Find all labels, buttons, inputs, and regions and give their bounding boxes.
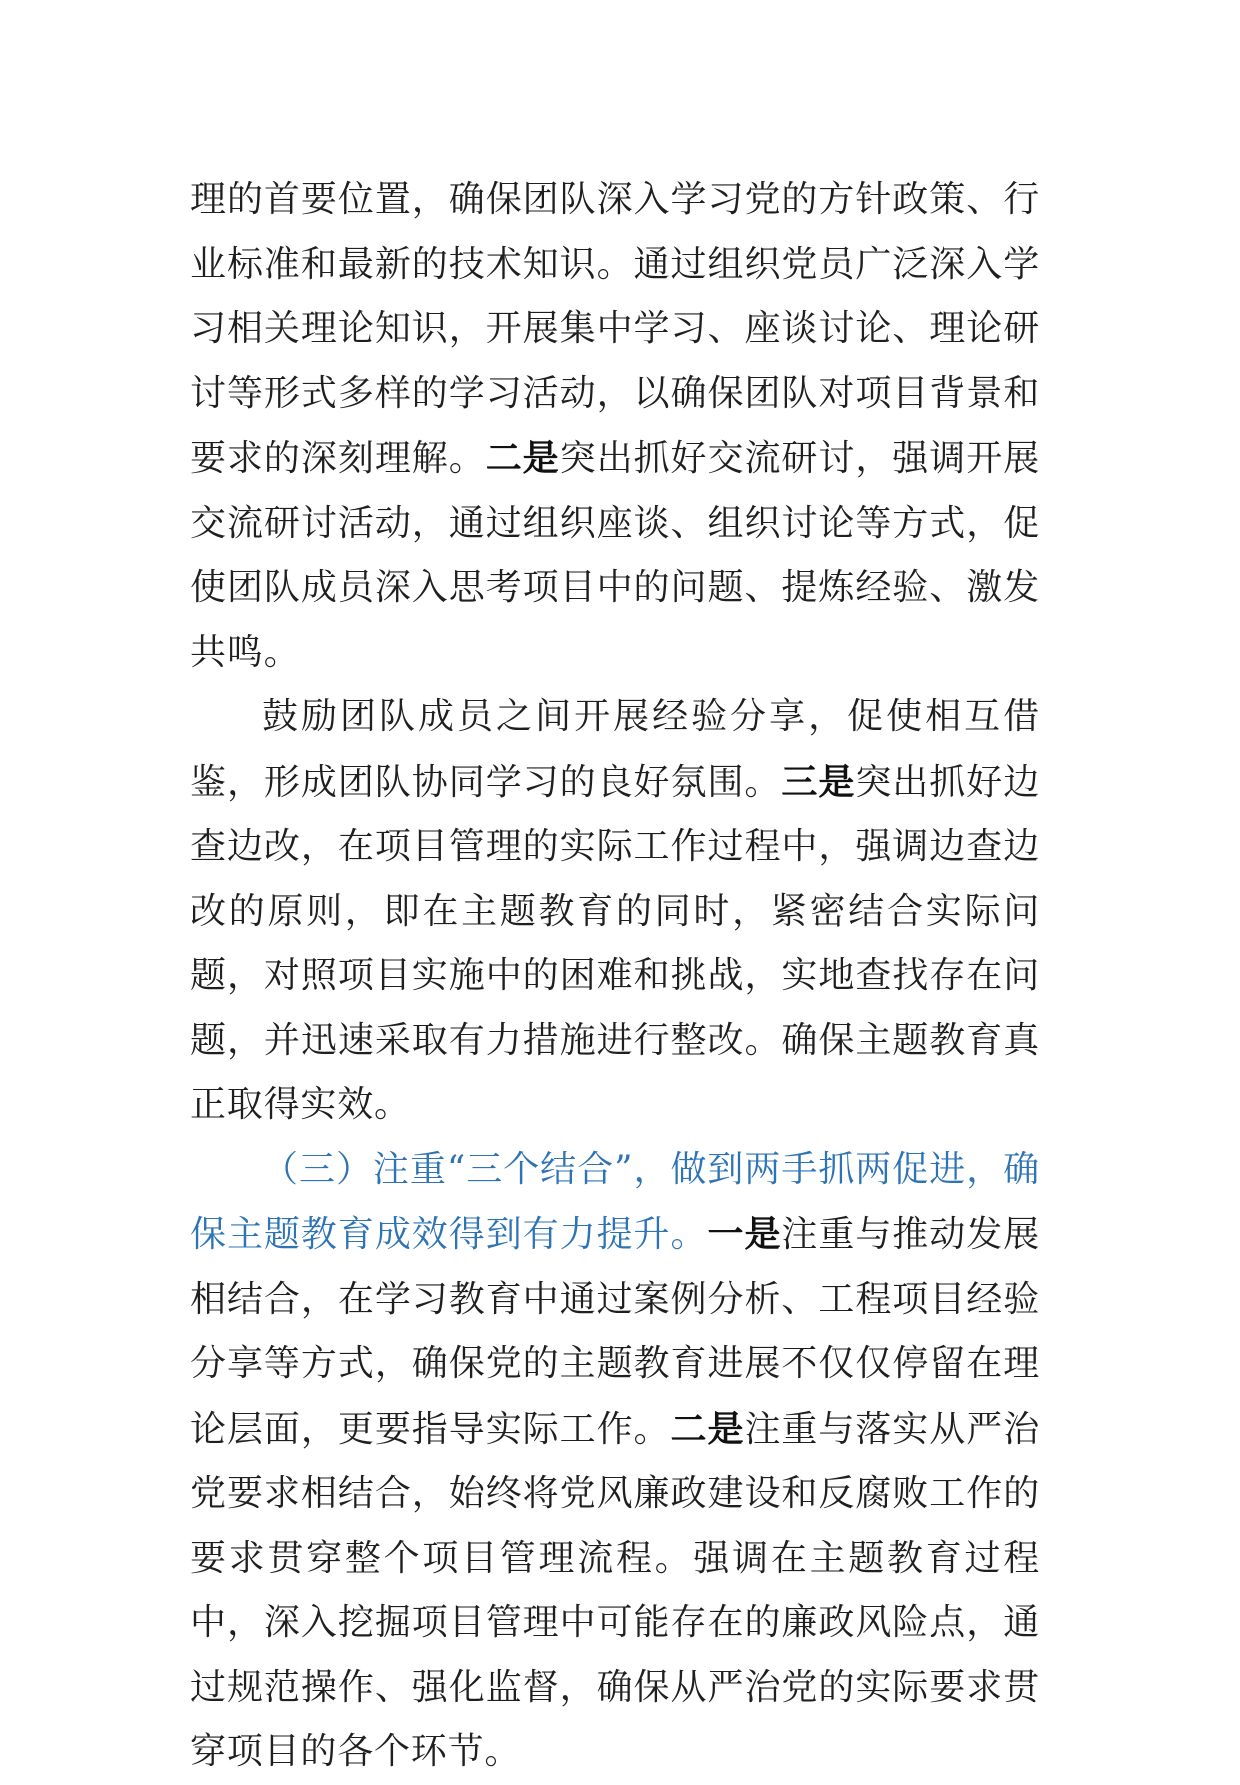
paragraph-text: 理的首要位置，确保团队深入学习党的方针政策、行业标准和最新的技术知识。通过组织党员广泛深入学习相关理论知识，开展集中学习、座谈讨论、理论研讨等形式多样的学习活动，以确保团队对项目背景和要求的深刻理解。: [190, 179, 1040, 479]
paragraph-text: 注重与落实从严治党要求相结合，始终将党风廉政建设和反腐败工作的要求贯穿整个项目管理流程。强调在主题教育过程中，深入挖掘项目管理中可能存在的廉政风险点，通过规范操作、强化监督，确保从严治党的实际要求贯穿项目的各个环节。: [190, 1408, 1040, 1772]
lead-phrase-second: 二是: [485, 437, 560, 479]
body-paragraph-2: [190, 685, 1040, 1138]
lead-phrase-first: 一是: [707, 1213, 782, 1255]
paragraph-text: 突出抓好交流研讨，强调开展交流研讨活动，通过组织座谈、组织讨论等方式，促使团队成员深入思考项目中的问题、提炼经验、激发共鸣。: [190, 438, 1040, 673]
section-heading: （三）注重“三个结合”，做到两手抓两促进，确保主题教育成效得到有力提升。: [190, 1148, 1040, 1255]
body-paragraph-1: [190, 168, 1040, 685]
lead-phrase-third: 三是: [781, 760, 856, 803]
paragraph-text: 突出抓好边查边改，在项目管理的实际工作过程中，强调边查边改的原则，即在主题教育的同时，紧密结合实际问题，对照项目实施中的困难和挑战，实地查找存在问题，并迅速采取有力措施进行整改。确保主题教育真正取得实效。: [190, 761, 1040, 1125]
lead-phrase-second: 二是: [670, 1407, 745, 1450]
document-page: [190, 168, 1040, 1785]
paragraph-text: 鼓励团队成员之间开展经验分享，促使相互借鉴，形成团队协同学习的良好氛围。: [190, 696, 1040, 803]
paragraph-text: 注重与推动发展相结合，在学习教育中通过案例分析、工程项目经验分享等方式，确保党的主题教育进展不仅仅停留在理论层面，更要指导实际工作。: [190, 1214, 1040, 1450]
body-paragraph-3: [190, 1138, 1040, 1785]
